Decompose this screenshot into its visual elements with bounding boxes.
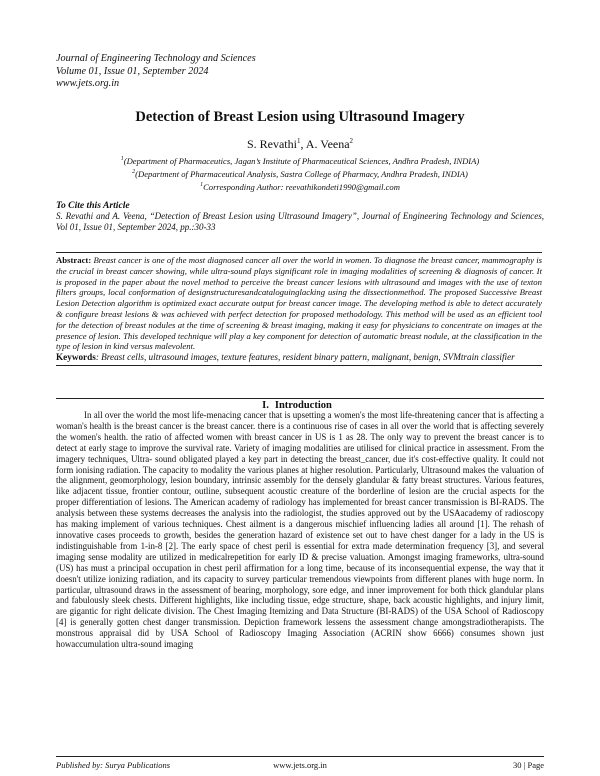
paper-title: Detection of Breast Lesion using Ultrasound Imagery (135, 109, 465, 125)
corresponding-author-text: Corresponding Author: reevathikondeti1990@gmail.com (203, 181, 400, 192)
cite-heading: To Cite this Article (56, 200, 130, 211)
footer-page-number: 30 | Page (513, 760, 544, 770)
affiliation-2-sup: 2 (132, 168, 136, 175)
footer-website[interactable]: www.jets.org.in (273, 760, 327, 770)
abstract-block (56, 252, 542, 366)
abstract-text: Breast cancer is one of the most diagnosed cancer all over the world in women. To diagnose the breast cancer, mammography is the crucial in breast cancer showing, while ultra-sound plays significant role in imaging modalities of screening & diagnosis of cancer. It is proposed in the paper about the novel method to perceive the breast cancer lesions with ultrasound and images with the use of texton filters groups, local conformation of designstructuresandcataloguinglacking using the dissectionmethod. The proposed Successive Breast Lesion Detection algorithm is optimized exact accurate output for breast cancer image. The developing method is able to detect accurately & configure breast lesions & was achieved with perfect detection for proposed methodology. This method will be used as an efficient tool for the detection of breast nodules at the time of screening & breast imaging, making it easy for physicians to concentrate on images at the presence of lesion. This developed technique will play a key component for detection of automatic breast nodule, at the classification in the type of lesion in kind versus malevolent. (56, 255, 542, 352)
keywords-text: : Breast cells, ultrasound images, texture features, resident binary pattern, malignant, benign, SVMtrain classifier (95, 352, 515, 363)
author-1-sup: 1 (296, 137, 301, 145)
journal-website[interactable]: www.jets.org.in (56, 78, 120, 89)
affiliation-1-sup: 1 (120, 156, 124, 162)
section-title: Introduction (274, 400, 332, 411)
footer-publisher: Published by: Surya Publications (56, 760, 171, 770)
affiliation-1-text: (Department of Pharmaceutics, Jagan’s Institute of Pharmaceutical Sciences, Andhra Pradesh, INDIA) (123, 155, 480, 166)
abstract-label: Abstract: (56, 255, 92, 265)
author-list (56, 137, 544, 152)
journal-name: Journal of Engineering Technology and Sciences (56, 53, 256, 64)
affiliation-2 (56, 167, 544, 180)
journal-header (56, 53, 256, 91)
affiliations (56, 154, 544, 193)
citation-block (56, 200, 544, 233)
corresponding-author (56, 180, 544, 193)
keywords (56, 352, 542, 363)
author-separator: , (300, 137, 306, 151)
author-1: S. Revathi (246, 137, 297, 151)
cite-text: S. Revathi and A. Veena, “Detection of Breast Lesion using Ultrasound Imagery”, Journal of Engineering Technology and Sciences, Vol 01, Issue 01, September 2024, pp.:30-33 (56, 211, 544, 232)
keywords-label: Keywords (56, 352, 96, 363)
introduction-text: In all over the world the most life-menacing cancer that is upsetting a women's the most life-threatening cancer that is affecting a woman's health is the breast cancer is the breast cancer. there is a continuous rise of cases in all over the world that is affecting severely the women's health. the ratio of affected women with breast cancer in US is 1 as 28. The only way to prevent the breast cancer is to detect at early stage to improve the survival rate. Variety of imaging modalities are utilised for clinical practice in assessment. From the imagery techniques, Ultra- sound obligated played a key part in detecting the breast_cancer, due it's cost-effective quality. It could not form ionising radiation. The capacity to modality the various planes at higher resolution. Particularly, Ultrasound makes the valuation of the alignment, geomorphology, lesion boundary, intrinsic assembly for the densely glandular & fatty breast structures. Various features, like adjacent tissue, frontier contour, outline, subsequent acoustic creature of the borderline of lesion are the crucial aspects for the proper differentiation of lesions. The American academy of radiology has implemented for breast cancer transmission is BI-RADS. The analysis between these systems decreases the analysis into the radiologist, the studies approved out by the USAacademy of radioscopy has making implement of various techniques. Chest ailment is a dangerous mischief influencing ladies all around [1]. The rehash of innovative cases proceeds to growth, besides the generation hazard of existence set out to have chest danger for a lady in the US is indistinguishable from 1-in-8 [2]. The early space of chest peril is essential for extra made determination frequency [3], and several imaging sense modality are utilized in medicalrepetition for early ID & precise valuation. Amongst imaging frameworks, ultra-sound (US) has must a principal occupation in chest peril affirmation for a long time, because of its inconsequential expense, the way that it doesn't utilize ionizing radiation, and its capacity to survey particular tremendous viewpoints from different planes with huge norm. In particular, ultrasound draws in the assessment of bearing, morphology, sore edge, and inner improvement for both thick glandular plans and fabulously sleek chests. Different highlights, like including tissue, edge structure, shape, back acoustic highlights, and injury limit, are gigantic for right delicate division. The Chest Imaging Itemizing and Data Structure (BI-RADS) of the USA School of Radioscopy [4] is generally gotten chest danger transmission. Depiction framework lessens the assessment change amongstradiotherapists. The monstrous appraisal did by USA School of Radioscopy Imaging Association (ACRIN show 6666) consumes shown just howaccumulation ultra-sound imaging (56, 410, 544, 650)
journal-volume: Volume 01, Issue 01, September 2024 (56, 65, 209, 77)
author-2-sup: 2 (349, 137, 354, 145)
author-2: A. Veena (305, 137, 350, 151)
section-number: I. (262, 400, 269, 411)
corresponding-sup: 1 (200, 181, 204, 188)
affiliation-2-text: (Department of Pharmaceutical Analysis, Sastra College of Pharmacy, Andhra Pradesh, INDIA) (135, 168, 468, 179)
affiliation-1 (56, 154, 544, 167)
page-footer (56, 756, 544, 770)
